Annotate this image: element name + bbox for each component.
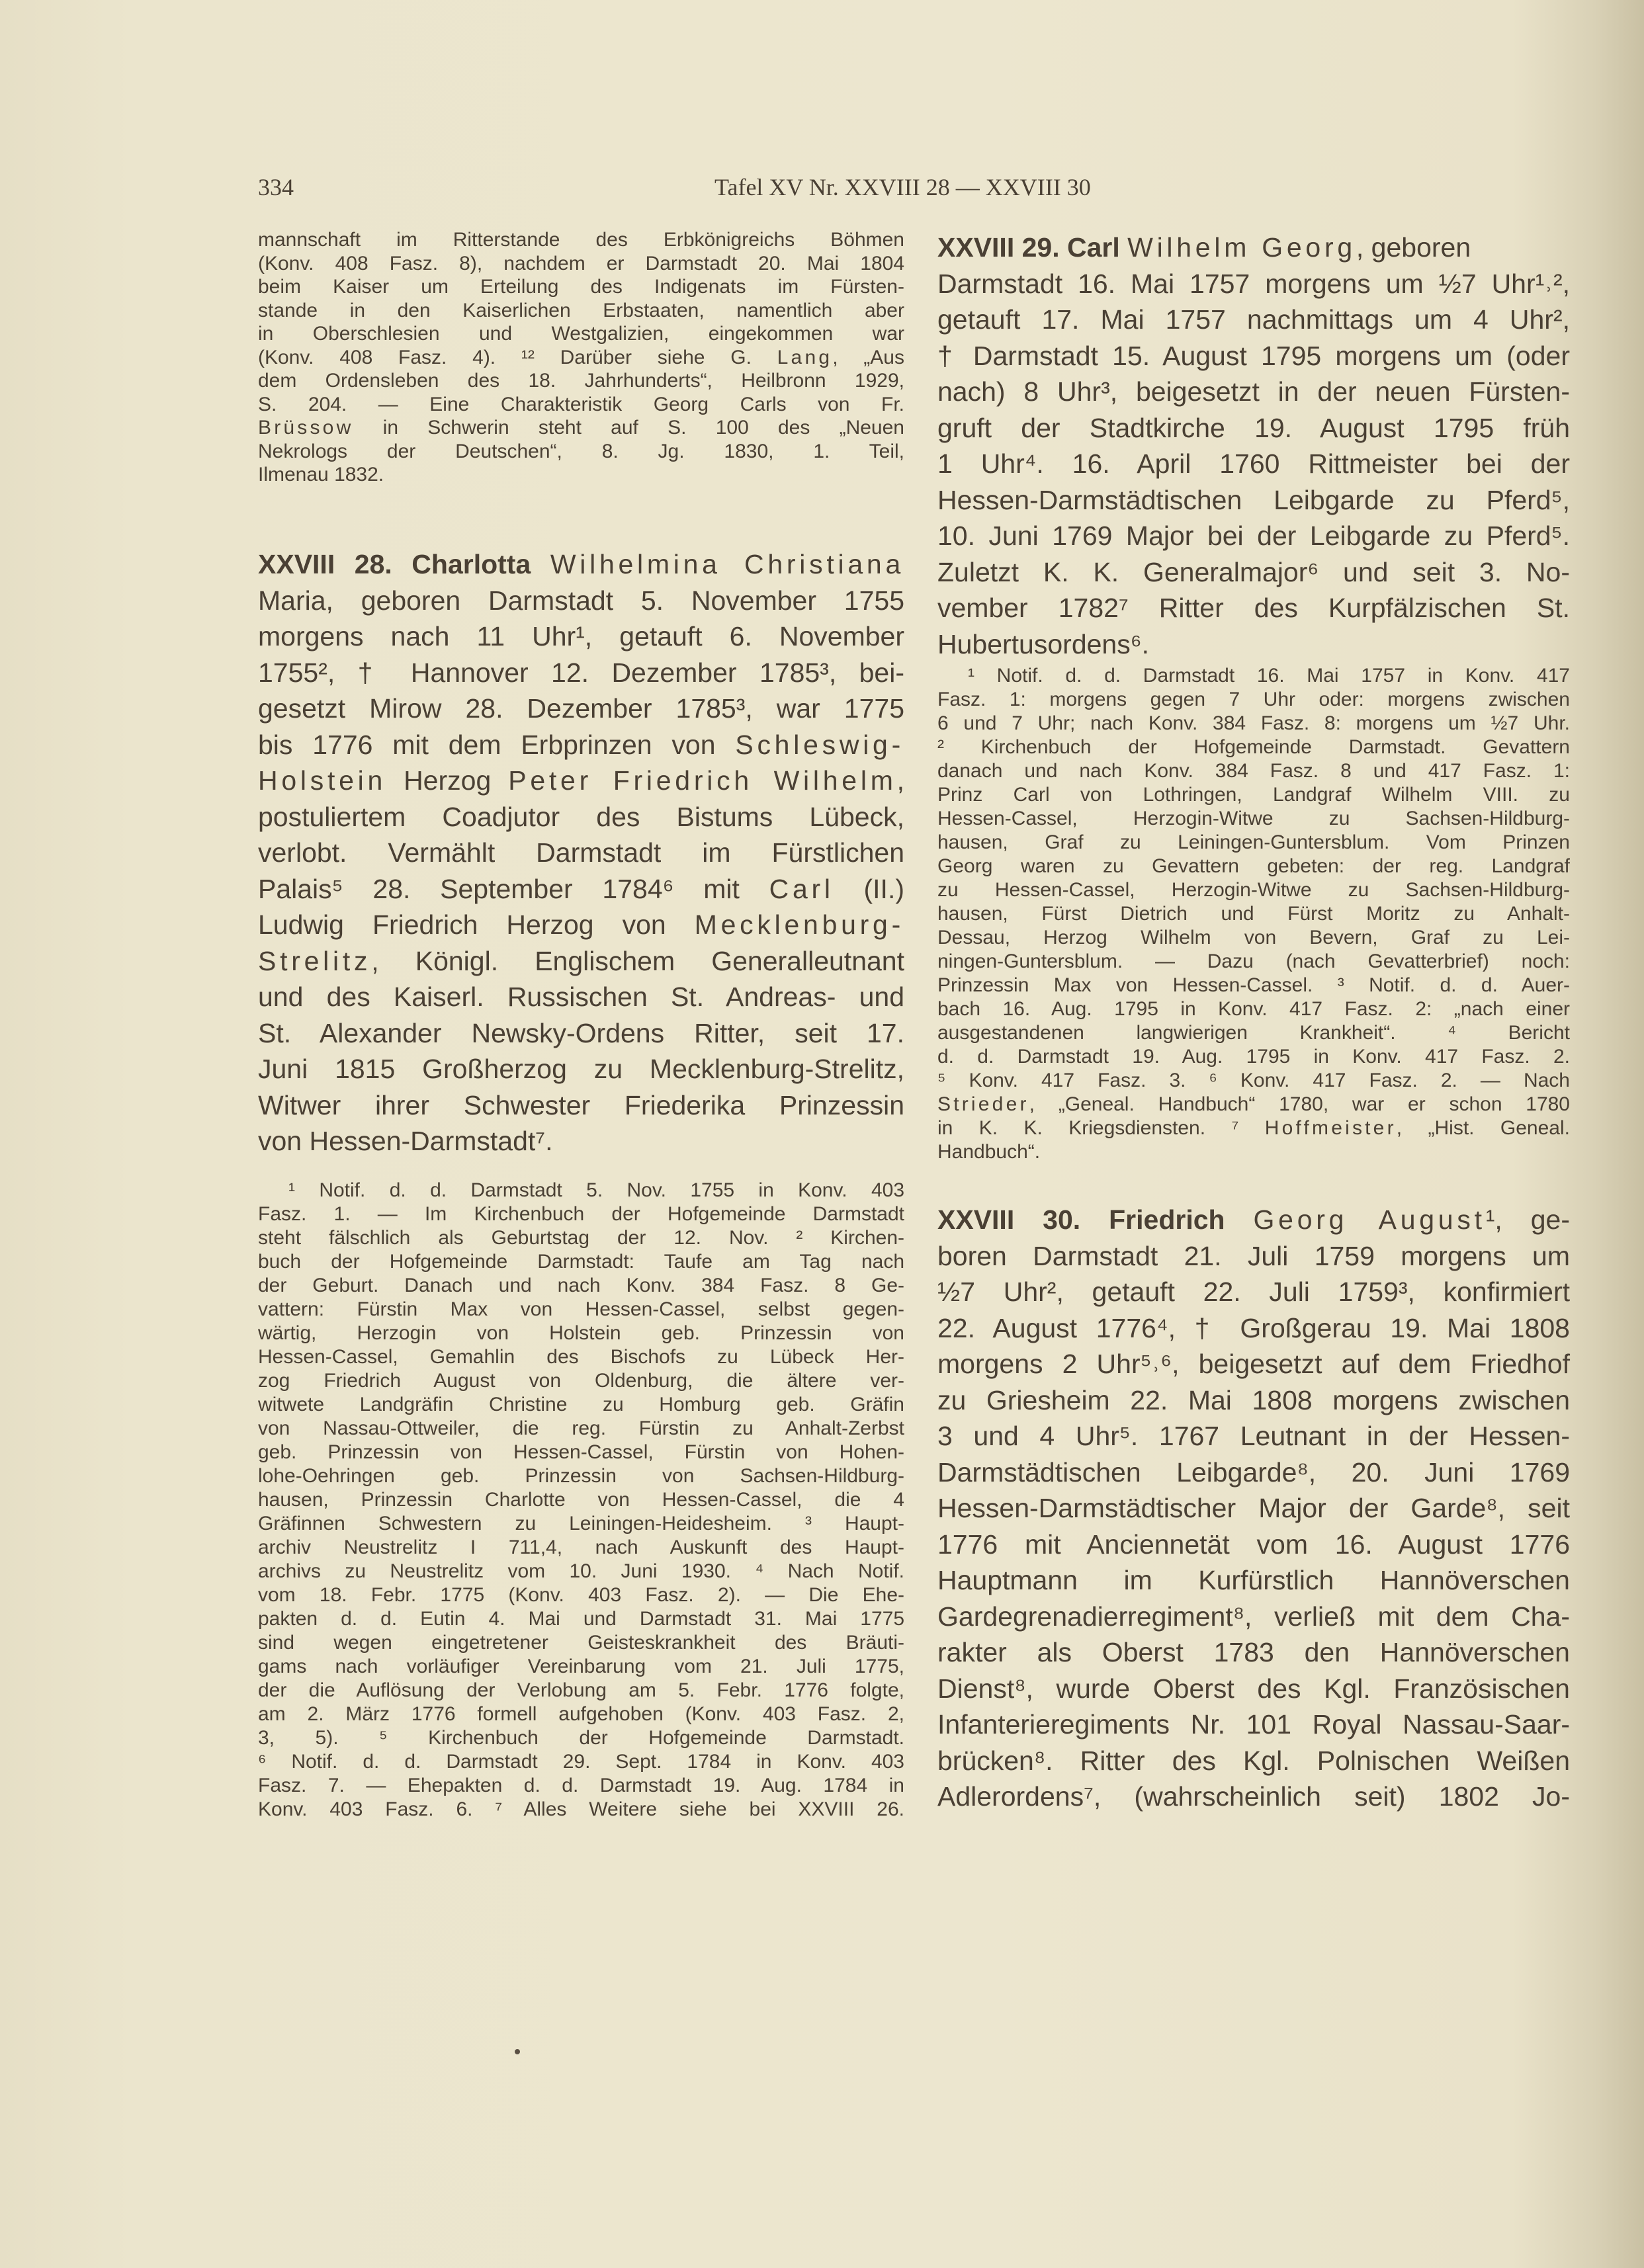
- text-line: [258, 799, 904, 835]
- text-line: [258, 907, 904, 943]
- text-line: [937, 230, 1570, 266]
- text-line: [937, 1743, 1570, 1779]
- text-line: [258, 1393, 904, 1417]
- text-segment: Herzog: [386, 765, 509, 796]
- entry-xxviii-30: [937, 1202, 1570, 1815]
- line-content: Darmstadt 16. Mai 1757 morgens um ½7 Uhr¹˒²,: [937, 268, 1570, 299]
- text-line: [258, 463, 904, 487]
- text-line: [937, 974, 1570, 997]
- line-content: Maria, geboren Darmstadt 5. November 1755: [258, 585, 904, 616]
- text-line: [258, 1417, 904, 1441]
- text-line: [258, 763, 904, 799]
- spaced-name-text: Holstein: [258, 765, 387, 796]
- ink-speck: [515, 2049, 520, 2054]
- line-content: rakter als Oberst 1783 den Hannöverschen: [937, 1637, 1570, 1667]
- line-content: pakten d. d. Eutin 4. Mai und Darmstadt 31. Mai 1775: [258, 1608, 904, 1630]
- text-segment: (II.): [834, 873, 904, 904]
- text-segment: (Konv. 408 Fasz. 4). ¹² Darüber siehe G.: [258, 346, 777, 368]
- line-content: morgens nach 11 Uhr¹, getauft 6. November: [258, 621, 904, 651]
- text-line: [258, 1298, 904, 1322]
- text-line: [258, 252, 904, 276]
- text-line: [258, 943, 904, 980]
- spaced-name-text: Wilhelmina Christiana: [550, 549, 904, 579]
- line-content: [258, 765, 904, 796]
- line-content: Adlerordens⁷, (wahrscheinlich seit) 1802 Jo-: [937, 1781, 1570, 1812]
- spaced-name-text: Schleswig-: [735, 729, 904, 760]
- line-content: Hessen-Cassel, Herzogin-Witwe zu Sachsen-Hildburg-: [937, 808, 1570, 829]
- line-content: Prinz Carl von Lothringen, Landgraf Wilhelm VIII. zu: [937, 784, 1570, 806]
- text-line: [258, 1322, 904, 1345]
- line-content: Prinzessin Max von Hessen-Cassel. ³ Notif. d. d. Auer-: [937, 974, 1570, 996]
- text-line: [937, 338, 1570, 374]
- line-content: der Geburt. Danach und nach Konv. 384 Fasz. 8 Ge-: [258, 1275, 904, 1296]
- line-content: [937, 1204, 1570, 1235]
- line-content: sind wegen eingetretener Geisteskrankheit des Bräuti-: [258, 1632, 904, 1654]
- line-content: verlobt. Vermählt Darmstadt im Fürstlichen: [258, 837, 904, 868]
- text-segment: bis 1776 mit dem Erbprinzen von: [258, 729, 736, 760]
- line-content: von Nassau-Ottweiler, die reg. Fürstin zu Anhalt-Zerbst: [258, 1417, 904, 1439]
- text-line: [937, 759, 1570, 783]
- text-line: [937, 1021, 1570, 1045]
- text-line: [258, 1179, 904, 1202]
- line-content: gesetzt Mirow 28. Dezember 1785³, war 1775: [258, 693, 904, 724]
- line-content: 10. Juni 1769 Major bei der Leibgarde zu Pferd⁵.: [937, 521, 1570, 551]
- text-line: [258, 322, 904, 346]
- spaced-name-text: Strelitz: [258, 945, 372, 976]
- text-line: [937, 1116, 1570, 1140]
- text-line: [937, 926, 1570, 950]
- text-segment: , „Geneal. Handbuch“ 1780, war er schon 1780: [1029, 1093, 1570, 1115]
- line-content: Darmstädtischen Leibgarde⁸, 20. Juni 1769: [937, 1456, 1570, 1488]
- text-line: [937, 997, 1570, 1021]
- text-line: [937, 1779, 1570, 1815]
- text-segment: in K. K. Kriegsdiensten. ⁷: [937, 1117, 1265, 1139]
- line-content: Fasz. 1: morgens gegen 7 Uhr oder: morgens zwischen: [937, 689, 1570, 710]
- line-content: S. 204. — Eine Charakteristik Georg Carls von Fr.: [258, 393, 904, 415]
- line-content: in Oberschlesien und Westgalizien, eingekommen war: [258, 323, 904, 345]
- text-line: [258, 1464, 904, 1488]
- line-content: Hauptmann im Kurfürstlich Hannöverschen: [937, 1565, 1570, 1595]
- text-line: [937, 1599, 1570, 1635]
- text-line: [258, 1679, 904, 1702]
- text-line: [258, 369, 904, 393]
- text-line: [937, 1045, 1570, 1069]
- line-content: Zuletzt K. K. Generalmajor⁶ und seit 3. No-: [937, 556, 1570, 587]
- line-content: [937, 1117, 1570, 1139]
- text-line: [258, 655, 904, 691]
- text-line: [937, 590, 1570, 626]
- line-content: ⁵ Konv. 417 Fasz. 3. ⁶ Konv. 417 Fasz. 2. — Nach: [937, 1070, 1570, 1091]
- text-line: [937, 1454, 1570, 1491]
- text-line: [258, 1369, 904, 1393]
- spaced-name-text: Hoffmeister: [1264, 1117, 1397, 1139]
- line-content: 3 und 4 Uhr⁵. 1767 Leutnant in der Hessen-: [937, 1421, 1570, 1451]
- text-line: [937, 1140, 1570, 1164]
- line-content: ausgestandenen langwierigen Krankheit“. ⁴ Bericht: [937, 1022, 1570, 1044]
- text-line: [258, 1750, 904, 1774]
- text-line: [258, 1274, 904, 1298]
- line-content: Georg waren zu Gevattern gebeten: der reg. Landgraf: [937, 855, 1570, 877]
- text-line: [937, 302, 1570, 338]
- text-line: [258, 1560, 904, 1583]
- text-line: [937, 1562, 1570, 1599]
- line-content: Gräfinnen Schwestern zu Leiningen-Heidesheim. ³ Haupt-: [258, 1513, 904, 1534]
- text-line: [258, 979, 904, 1015]
- line-content: brücken⁸. Ritter des Kgl. Polnischen Weißen: [937, 1745, 1570, 1776]
- footnotes-xxviii-28: [258, 1179, 904, 1822]
- text-segment: , „Hist. Geneal.: [1396, 1117, 1570, 1139]
- text-line: [258, 299, 904, 323]
- line-content: bach 16. Aug. 1795 in Konv. 417 Fasz. 2: „nach einer: [937, 998, 1570, 1020]
- line-content: [258, 730, 904, 760]
- footnotes-xxviii-29: [937, 664, 1570, 1164]
- text-line: [937, 712, 1570, 735]
- line-content: † Darmstadt 15. August 1795 morgens um (oder: [937, 340, 1570, 371]
- line-content: archivs zu Neustrelitz vom 10. Juni 1930. ⁴ Nach Notif.: [258, 1560, 904, 1582]
- text-line: [937, 1093, 1570, 1116]
- text-line: [937, 554, 1570, 591]
- text-line: [258, 440, 904, 464]
- line-content: [258, 347, 904, 368]
- text-line: [258, 1726, 904, 1750]
- text-line: [258, 727, 904, 763]
- text-line: [258, 1536, 904, 1560]
- text-line: [937, 664, 1570, 688]
- text-segment: ,: [896, 765, 904, 796]
- text-line: [258, 1607, 904, 1631]
- text-line: [937, 266, 1570, 302]
- line-content: [258, 946, 904, 976]
- line-content: zu Hessen-Cassel, Herzogin-Witwe zu Sachsen-Hildburg-: [937, 879, 1570, 901]
- text-line: [258, 546, 904, 583]
- text-segment: Palais⁵ 28. September 1784⁶ mit: [258, 873, 769, 904]
- text-line: [937, 1706, 1570, 1743]
- entry-heading-text: XXVIII 28. Charlotta: [258, 549, 550, 579]
- text-line: [937, 1274, 1570, 1310]
- text-line: [937, 855, 1570, 878]
- line-content: postuliertem Coadjutor des Bistums Lübeck,: [258, 801, 904, 832]
- text-segment: , Königl. Englischem Generalleutnant: [371, 945, 904, 976]
- line-content: ¹ Notif. d. d. Darmstadt 5. Nov. 1755 in Konv. 403: [288, 1179, 904, 1201]
- line-content: hausen, Prinzessin Charlotte von Hessen-Cassel, die 4: [258, 1489, 904, 1511]
- line-content: Infanterieregiments Nr. 101 Royal Nassau-Saar-: [937, 1709, 1570, 1740]
- text-line: [258, 1512, 904, 1536]
- text-line: [937, 518, 1570, 554]
- line-content: [258, 909, 904, 940]
- line-content: archiv Neustrelitz I 711,4, nach Auskunft des Haupt-: [258, 1536, 904, 1558]
- line-content: (Konv. 408 Fasz. 8), nachdem er Darmstadt 20. Mai 1804: [258, 252, 904, 274]
- line-content: steht fälschlich als Geburtstag der 12. Nov. ² Kirchen-: [258, 1227, 904, 1249]
- text-line: [937, 446, 1570, 482]
- text-line: [937, 1490, 1570, 1527]
- spaced-name-text: Strieder: [937, 1093, 1029, 1115]
- entry-xxviii-29: [937, 230, 1570, 662]
- text-line: [937, 688, 1570, 712]
- text-line: [258, 618, 904, 655]
- line-content: St. Alexander Newsky-Ordens Ritter, seit 17.: [258, 1017, 904, 1048]
- text-line: [258, 1774, 904, 1798]
- running-title: Tafel XV Nr. XXVIII 28 — XXVIII 30: [714, 174, 1091, 200]
- text-line: [258, 1226, 904, 1250]
- text-segment: , geboren: [1356, 232, 1471, 263]
- entry-xxviii-28: [258, 546, 904, 1159]
- text-line: [937, 831, 1570, 855]
- text-line: [258, 1087, 904, 1124]
- line-content: Hessen-Darmstädtischen Leibgarde zu Pferd⁵,: [937, 484, 1570, 515]
- text-segment: in Schwerin steht auf S. 100 des „Neuen: [353, 417, 904, 439]
- line-content: witwete Landgräfin Christine zu Homburg geb. Gräfin: [258, 1394, 904, 1415]
- text-line: [937, 1634, 1570, 1671]
- line-content: Handbuch“.: [937, 1141, 1041, 1163]
- text-line: [258, 1345, 904, 1369]
- entry-heading-text: XXVIII 29. Carl: [937, 232, 1128, 263]
- text-line: [258, 346, 904, 370]
- text-line: [937, 783, 1570, 807]
- text-line: [937, 374, 1570, 410]
- text-line: [258, 691, 904, 727]
- text-line: [258, 1123, 904, 1159]
- line-content: nach) 8 Uhr³, beigesetzt in der neuen Fürsten-: [937, 376, 1570, 407]
- line-content: Hessen-Cassel, Gemahlin des Bischofs zu Lübeck Her-: [258, 1346, 904, 1368]
- line-content: am 2. März 1776 formell aufgehoben (Konv. 403 Fasz. 2,: [258, 1703, 904, 1725]
- text-line: [937, 1202, 1570, 1238]
- line-content: wärtig, Herzogin von Holstein geb. Prinzessin von: [258, 1322, 904, 1344]
- text-line: [937, 1382, 1570, 1419]
- text-line: [937, 626, 1570, 663]
- text-line: [937, 1238, 1570, 1275]
- line-content: Juni 1815 Großherzog zu Mecklenburg-Strelitz,: [258, 1054, 904, 1084]
- text-line: [258, 1798, 904, 1822]
- line-content: Gardegrenadierregiment⁸, verließ mit dem Cha-: [937, 1601, 1570, 1632]
- spaced-name-text: Brüssow: [258, 417, 354, 439]
- line-content: 3, 5). ⁵ Kirchenbuch der Hofgemeinde Darmstadt.: [258, 1727, 904, 1749]
- spaced-name-text: Georg August: [1253, 1204, 1486, 1235]
- line-content: boren Darmstadt 21. Juli 1759 morgens um: [937, 1240, 1570, 1271]
- line-content: [937, 1093, 1570, 1115]
- line-content: 1755², † Hannover 12. Dezember 1785³, bei-: [258, 657, 904, 688]
- page-number: 334: [258, 174, 294, 200]
- line-content: Nekrologs der Deutschen“, 8. Jg. 1830, 1. Teil,: [258, 440, 904, 462]
- line-content: mannschaft im Ritterstande des Erbkönigreichs Böhmen: [258, 229, 904, 251]
- text-line: [258, 583, 904, 619]
- text-line: [937, 1527, 1570, 1563]
- line-content: vom 18. Febr. 1775 (Konv. 403 Fasz. 2). — Die Ehe-: [258, 1584, 904, 1606]
- spaced-name-text: Mecklenburg-: [694, 909, 904, 940]
- text-line: [258, 1702, 904, 1726]
- text-line: [258, 1015, 904, 1052]
- spaced-name-text: Wilhelm Georg: [1127, 232, 1356, 263]
- text-line: [258, 835, 904, 871]
- line-content: Fasz. 7. — Ehepakten d. d. Darmstadt 19. Aug. 1784 in: [258, 1775, 904, 1796]
- line-content: stande in den Kaiserlichen Erbstaaten, namentlich aber: [258, 299, 904, 321]
- text-line: [258, 228, 904, 252]
- text-line: [258, 416, 904, 440]
- text-line: [937, 807, 1570, 831]
- line-content: danach und nach Konv. 384 Fasz. 8 und 417 Fasz. 1:: [937, 760, 1570, 782]
- text-line: [937, 1346, 1570, 1382]
- text-line: [258, 1051, 904, 1087]
- line-content: [937, 230, 1471, 266]
- line-content: getauft 17. Mai 1757 nachmittags um 4 Uhr²,: [937, 304, 1570, 335]
- text-line: [937, 735, 1570, 759]
- line-content: und des Kaiserl. Russischen St. Andreas- und: [258, 982, 904, 1012]
- text-line: [258, 1631, 904, 1655]
- text-line: [937, 1310, 1570, 1347]
- line-content: vember 1782⁷ Ritter des Kurpfälzischen St.: [937, 593, 1570, 623]
- line-content: geb. Prinzessin von Hessen-Cassel, Fürstin von Hohen-: [258, 1441, 904, 1463]
- line-content: hausen, Graf zu Leiningen-Guntersblum. Vom Prinzen: [937, 831, 1570, 853]
- text-line: [937, 1671, 1570, 1707]
- entry-heading-text: XXVIII 30. Friedrich: [937, 1204, 1254, 1235]
- text-line: [937, 1418, 1570, 1454]
- line-content: Dienst⁸, wurde Oberst des Kgl. Französischen: [937, 1673, 1570, 1704]
- line-content: Dessau, Herzog Wilhelm von Bevern, Graf zu Lei-: [937, 927, 1570, 948]
- text-line: [937, 878, 1570, 902]
- spaced-name-text: Peter Friedrich Wilhelm: [508, 765, 897, 796]
- line-content: von Hessen-Darmstadt⁷.: [258, 1126, 553, 1156]
- spaced-name-text: Carl: [769, 873, 834, 904]
- line-content: 22. August 1776⁴, † Großgerau 19. Mai 1808: [937, 1312, 1570, 1343]
- text-line: [258, 871, 904, 907]
- line-content: Fasz. 1. — Im Kirchenbuch der Hofgemeinde Darmstadt: [258, 1203, 904, 1225]
- line-content: ² Kirchenbuch der Hofgemeinde Darmstadt. Gevattern: [937, 736, 1570, 758]
- line-content: ¹ Notif. d. d. Darmstadt 16. Mai 1757 in Konv. 417: [968, 665, 1570, 687]
- line-content: Hessen-Darmstädtischer Major der Garde⁸, seit: [937, 1493, 1570, 1523]
- text-line: [937, 902, 1570, 926]
- line-content: Ilmenau 1832.: [258, 464, 384, 485]
- line-content: hausen, Fürst Dietrich und Fürst Moritz zu Anhalt-: [937, 903, 1570, 925]
- line-content: ningen-Guntersblum. — Dazu (nach Gevatterbrief) noch:: [937, 950, 1570, 972]
- line-content: d. d. Darmstadt 19. Aug. 1795 in Konv. 417 Fasz. 2.: [937, 1046, 1570, 1068]
- text-line: [258, 393, 904, 417]
- text-line: [258, 1441, 904, 1464]
- text-segment: , „Aus: [832, 346, 904, 368]
- line-content: buch der Hofgemeinde Darmstadt: Taufe am Tag nach: [258, 1251, 904, 1273]
- line-content: zu Griesheim 22. Mai 1808 morgens zwischen: [937, 1384, 1570, 1415]
- line-content: gams nach vorläufiger Vereinbarung vom 21. Juli 1775,: [258, 1656, 904, 1677]
- continuation-footnote: [258, 228, 904, 487]
- line-content: [258, 417, 904, 439]
- text-line: [937, 950, 1570, 974]
- text-line: [937, 410, 1570, 446]
- line-content: zog Friedrich August von Oldenburg, die ältere ver-: [258, 1370, 904, 1392]
- line-content: 1776 mit Anciennetät vom 16. August 1776: [937, 1529, 1570, 1560]
- text-line: [258, 1202, 904, 1226]
- line-content: dem Ordensleben des 18. Jahrhunderts“, Heilbronn 1929,: [258, 370, 904, 392]
- line-content: 1 Uhr⁴. 16. April 1760 Rittmeister bei der: [937, 448, 1570, 479]
- line-content: ⁶ Notif. d. d. Darmstadt 29. Sept. 1784 in Konv. 403: [258, 1751, 904, 1773]
- line-content: vattern: Fürstin Max von Hessen-Cassel, selbst gegen-: [258, 1298, 904, 1320]
- text-line: [258, 1250, 904, 1274]
- text-line: [937, 482, 1570, 519]
- text-segment: ¹, ge-: [1485, 1204, 1570, 1235]
- text-line: [258, 1655, 904, 1679]
- text-line: [258, 1583, 904, 1607]
- text-segment: Ludwig Friedrich Herzog von: [258, 909, 695, 940]
- line-content: morgens 2 Uhr⁵˒⁶, beigesetzt auf dem Friedhof: [937, 1349, 1570, 1379]
- line-content: Hubertusordens⁶.: [937, 628, 1149, 659]
- line-content: Konv. 403 Fasz. 6. ⁷ Alles Weitere siehe bei XXVIII 26.: [258, 1798, 904, 1820]
- line-content: gruft der Stadtkirche 19. August 1795 früh: [937, 412, 1570, 443]
- spaced-name-text: Lang: [777, 346, 833, 368]
- line-content: lohe-Oehringen geb. Prinzessin von Sachsen-Hildburg-: [258, 1465, 904, 1487]
- text-line: [258, 275, 904, 299]
- text-line: [937, 1069, 1570, 1093]
- line-content: Witwer ihrer Schwester Friederika Prinzessin: [258, 1089, 904, 1120]
- line-content: beim Kaiser um Erteilung des Indigenats im Fürsten-: [258, 276, 904, 298]
- line-content: [258, 549, 904, 579]
- line-content: 6 und 7 Uhr; nach Konv. 384 Fasz. 8: morgens um ½7 Uhr.: [937, 712, 1570, 734]
- line-content: [258, 874, 904, 904]
- text-line: [258, 1488, 904, 1512]
- line-content: der die Auflösung der Verlobung am 5. Febr. 1776 folgte,: [258, 1679, 904, 1701]
- line-content: ½7 Uhr², getauft 22. Juli 1759³, konfirmiert: [937, 1277, 1570, 1307]
